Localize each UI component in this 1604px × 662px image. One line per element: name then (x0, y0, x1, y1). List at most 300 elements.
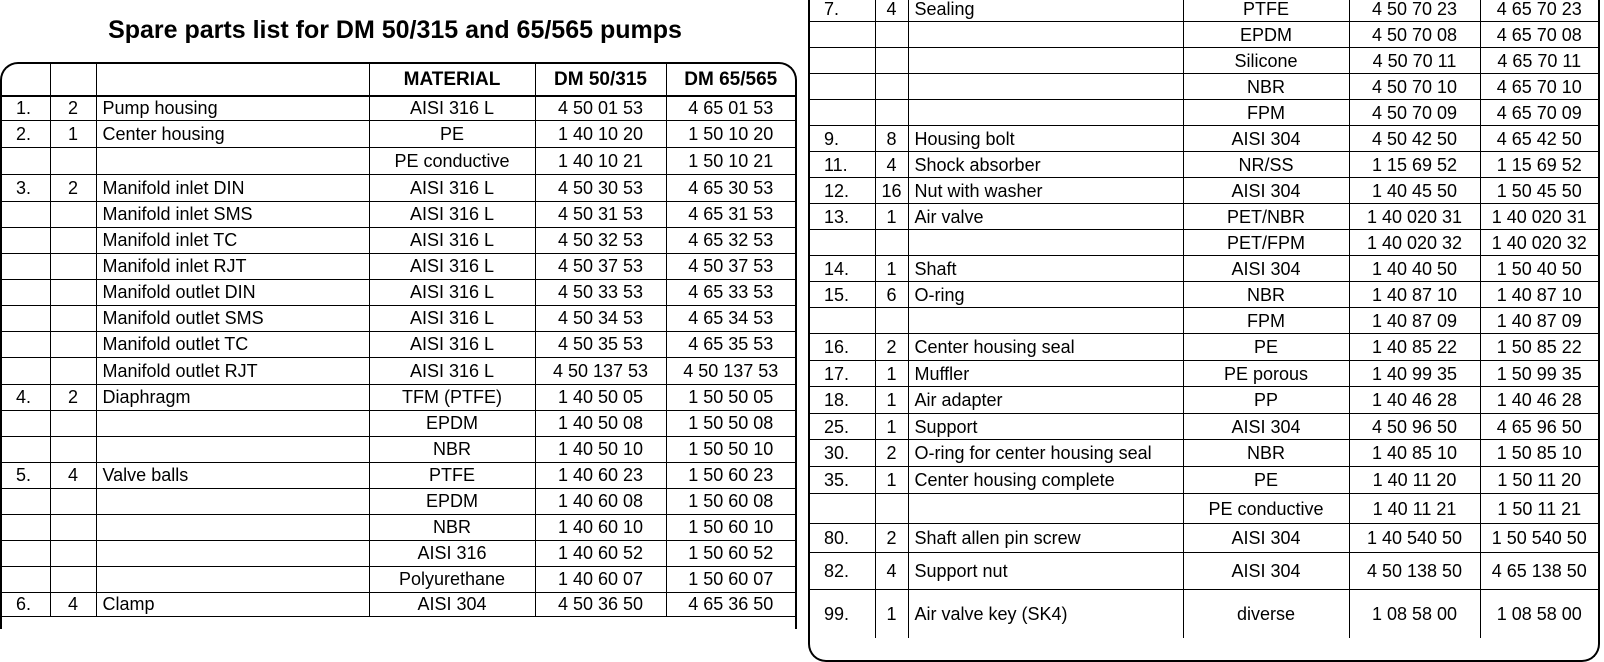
cell-dm65: 4 65 01 53 (666, 96, 795, 120)
cell-qty (50, 566, 96, 592)
table-row (2, 592, 795, 616)
spare-parts-table-right (808, 0, 1600, 662)
cell-dm65: 4 65 36 50 (666, 592, 795, 616)
cell-dm50: 4 50 31 53 (535, 201, 666, 227)
table-row (810, 282, 1598, 308)
cell-no (2, 488, 50, 514)
cell-qty: 2 (875, 524, 908, 553)
cell-desc: Sealing (908, 0, 1183, 22)
cell-desc (96, 147, 369, 174)
cell-desc (908, 230, 1183, 256)
cell-dm65: 1 50 50 10 (666, 436, 795, 462)
cell-material: NBR (369, 436, 535, 462)
cell-qty (50, 357, 96, 384)
cell-no (2, 357, 50, 384)
cell-desc: Manifold inlet SMS (96, 201, 369, 227)
cell-dm65: 4 65 70 11 (1480, 48, 1598, 74)
header-material: MATERIAL (369, 64, 535, 96)
cell-qty: 4 (875, 0, 908, 22)
table-row (2, 279, 795, 305)
cell-material: FPM (1183, 100, 1349, 126)
cell-desc: Manifold outlet DIN (96, 279, 369, 305)
cell-dm50: 1 15 69 52 (1349, 152, 1480, 178)
table-row (810, 308, 1598, 334)
cell-dm65: 4 65 138 50 (1480, 553, 1598, 590)
header-dm50: DM 50/315 (535, 64, 666, 96)
table-row (2, 462, 795, 488)
cell-desc: Air valve key (SK4) (908, 590, 1183, 638)
cell-dm50: 4 50 42 50 (1349, 126, 1480, 152)
cell-no: 15. (810, 282, 875, 308)
cell-desc: Center housing seal (908, 334, 1183, 361)
cell-no: 12. (810, 178, 875, 204)
cell-material: PE (369, 120, 535, 147)
cell-desc: Muffler (908, 361, 1183, 387)
table-row (2, 201, 795, 227)
table-row (810, 74, 1598, 100)
cell-dm65: 1 50 11 20 (1480, 467, 1598, 494)
cell-material: AISI 304 (1183, 414, 1349, 440)
table-row (810, 553, 1598, 590)
cell-dm50: 1 40 50 05 (535, 384, 666, 410)
cell-material: PET/NBR (1183, 204, 1349, 230)
cell-material: Polyurethane (369, 566, 535, 592)
cell-no: 17. (810, 361, 875, 387)
cell-no (2, 147, 50, 174)
cell-dm65: 4 65 70 23 (1480, 0, 1598, 22)
cell-desc: Air adapter (908, 387, 1183, 414)
cell-qty: 4 (50, 462, 96, 488)
table-row (2, 436, 795, 462)
cell-desc: Valve balls (96, 462, 369, 488)
cell-desc: Support nut (908, 553, 1183, 590)
cell-dm50: 1 40 10 21 (535, 147, 666, 174)
cell-dm50: 4 50 36 50 (535, 592, 666, 616)
cell-dm65: 1 40 020 32 (1480, 230, 1598, 256)
cell-qty: 6 (875, 282, 908, 308)
table-row (810, 178, 1598, 204)
cell-material: Silicone (1183, 48, 1349, 74)
cell-dm50: 1 40 020 31 (1349, 204, 1480, 230)
cell-dm65: 1 50 60 08 (666, 488, 795, 514)
cell-qty: 4 (875, 152, 908, 178)
cell-dm50: 4 50 70 10 (1349, 74, 1480, 100)
cell-dm50: 1 40 99 35 (1349, 361, 1480, 387)
cell-desc (96, 436, 369, 462)
cell-dm65: 1 50 60 52 (666, 540, 795, 566)
table-row (2, 120, 795, 147)
table-row (810, 590, 1598, 638)
cell-dm65: 1 50 10 21 (666, 147, 795, 174)
cell-dm50: 1 40 60 23 (535, 462, 666, 488)
cell-no (2, 305, 50, 331)
cell-desc: O-ring (908, 282, 1183, 308)
table-row (2, 305, 795, 331)
cell-dm50: 1 40 60 52 (535, 540, 666, 566)
cell-dm65: 4 65 96 50 (1480, 414, 1598, 440)
cell-dm65: 4 65 35 53 (666, 331, 795, 357)
cell-material: PP (1183, 387, 1349, 414)
header-qty (50, 64, 96, 96)
cell-dm50: 1 40 11 21 (1349, 494, 1480, 524)
cell-material: PE conductive (369, 147, 535, 174)
cell-qty: 2 (50, 384, 96, 410)
cell-desc: Pump housing (96, 96, 369, 120)
cell-material: EPDM (369, 410, 535, 436)
cell-desc: Shaft (908, 256, 1183, 282)
cell-dm65: 1 50 60 10 (666, 514, 795, 540)
cell-dm65: 1 50 60 23 (666, 462, 795, 488)
parts-table-right (810, 0, 1598, 638)
table-row (2, 488, 795, 514)
cell-material: PE (1183, 334, 1349, 361)
cell-dm65: 1 08 58 00 (1480, 590, 1598, 638)
cell-qty (50, 436, 96, 462)
cell-qty (50, 488, 96, 514)
cell-dm50: 1 40 85 10 (1349, 440, 1480, 467)
cell-dm65: 1 40 87 10 (1480, 282, 1598, 308)
cell-material: AISI 316 L (369, 279, 535, 305)
cell-dm50: 4 50 34 53 (535, 305, 666, 331)
cell-qty: 1 (875, 414, 908, 440)
cell-material: FPM (1183, 308, 1349, 334)
cell-dm50: 4 50 32 53 (535, 227, 666, 253)
table-row (810, 256, 1598, 282)
cell-desc: Shaft allen pin screw (908, 524, 1183, 553)
cell-material: NBR (1183, 74, 1349, 100)
cell-dm65: 1 50 60 07 (666, 566, 795, 592)
cell-desc (908, 74, 1183, 100)
cell-qty: 2 (50, 174, 96, 201)
cell-qty (875, 308, 908, 334)
cell-material: EPDM (1183, 22, 1349, 48)
cell-material: AISI 316 L (369, 253, 535, 279)
cell-dm65: 4 65 70 09 (1480, 100, 1598, 126)
cell-no: 3. (2, 174, 50, 201)
cell-dm50: 1 40 50 10 (535, 436, 666, 462)
cell-qty: 16 (875, 178, 908, 204)
cell-material: NR/SS (1183, 152, 1349, 178)
cell-dm65: 1 50 45 50 (1480, 178, 1598, 204)
cell-material: PET/FPM (1183, 230, 1349, 256)
table-row (2, 147, 795, 174)
cell-desc: Manifold outlet SMS (96, 305, 369, 331)
cell-desc: Nut with washer (908, 178, 1183, 204)
cell-material: AISI 316 L (369, 96, 535, 120)
cell-qty (50, 305, 96, 331)
cell-material: PE conductive (1183, 494, 1349, 524)
cell-no (2, 227, 50, 253)
cell-desc (96, 488, 369, 514)
header-description (96, 64, 369, 96)
cell-desc (908, 100, 1183, 126)
table-row (810, 494, 1598, 524)
cell-dm65: 4 65 33 53 (666, 279, 795, 305)
table-row (2, 566, 795, 592)
table-row (2, 253, 795, 279)
cell-material: diverse (1183, 590, 1349, 638)
cell-dm65: 1 40 46 28 (1480, 387, 1598, 414)
cell-no: 13. (810, 204, 875, 230)
table-row (810, 334, 1598, 361)
cell-dm50: 4 50 70 08 (1349, 22, 1480, 48)
cell-qty (50, 227, 96, 253)
cell-desc: Diaphragm (96, 384, 369, 410)
cell-desc: Air valve (908, 204, 1183, 230)
cell-no: 80. (810, 524, 875, 553)
table-row (810, 230, 1598, 256)
cell-qty: 8 (875, 126, 908, 152)
cell-desc: Center housing (96, 120, 369, 147)
cell-desc: Shock absorber (908, 152, 1183, 178)
cell-no: 82. (810, 553, 875, 590)
cell-dm50: 1 40 87 09 (1349, 308, 1480, 334)
cell-dm50: 1 40 540 50 (1349, 524, 1480, 553)
cell-dm50: 4 50 96 50 (1349, 414, 1480, 440)
cell-dm65: 1 50 40 50 (1480, 256, 1598, 282)
cell-dm65: 1 50 11 21 (1480, 494, 1598, 524)
cell-material: AISI 316 L (369, 305, 535, 331)
cell-qty (875, 48, 908, 74)
cell-dm50: 1 40 10 20 (535, 120, 666, 147)
cell-dm65: 4 50 37 53 (666, 253, 795, 279)
cell-dm50: 1 40 60 07 (535, 566, 666, 592)
cell-qty: 2 (50, 96, 96, 120)
cell-desc: Support (908, 414, 1183, 440)
cell-dm65: 4 65 32 53 (666, 227, 795, 253)
cell-desc: O-ring for center housing seal (908, 440, 1183, 467)
cell-material: NBR (1183, 440, 1349, 467)
cell-dm65: 1 50 10 20 (666, 120, 795, 147)
cell-qty (875, 74, 908, 100)
cell-no: 14. (810, 256, 875, 282)
cell-dm50: 4 50 30 53 (535, 174, 666, 201)
cell-no (2, 540, 50, 566)
cell-no: 18. (810, 387, 875, 414)
cell-no (2, 331, 50, 357)
header-dm65: DM 65/565 (666, 64, 795, 96)
cell-no (810, 494, 875, 524)
page-title: Spare parts list for DM 50/315 and 65/565 pumps (108, 16, 682, 44)
cell-dm50: 4 50 138 50 (1349, 553, 1480, 590)
cell-qty: 1 (875, 361, 908, 387)
cell-material: AISI 316 L (369, 201, 535, 227)
cell-dm50: 4 50 70 11 (1349, 48, 1480, 74)
cell-dm50: 4 50 01 53 (535, 96, 666, 120)
cell-qty (875, 494, 908, 524)
cell-dm65: 1 15 69 52 (1480, 152, 1598, 178)
cell-dm65: 1 50 85 22 (1480, 334, 1598, 361)
cell-qty: 4 (50, 592, 96, 616)
cell-desc (96, 410, 369, 436)
cell-no (2, 436, 50, 462)
cell-no (810, 308, 875, 334)
cell-material: AISI 304 (1183, 256, 1349, 282)
cell-qty (50, 514, 96, 540)
table-row (2, 227, 795, 253)
cell-dm65: 1 50 50 05 (666, 384, 795, 410)
cell-no (2, 514, 50, 540)
table-row (810, 22, 1598, 48)
cell-desc (96, 566, 369, 592)
cell-dm65: 1 50 85 10 (1480, 440, 1598, 467)
cell-qty: 1 (875, 590, 908, 638)
cell-material: AISI 304 (1183, 178, 1349, 204)
cell-qty (50, 331, 96, 357)
cell-no (2, 253, 50, 279)
table-row (810, 524, 1598, 553)
cell-no: 99. (810, 590, 875, 638)
cell-desc (908, 494, 1183, 524)
cell-desc (96, 514, 369, 540)
cell-desc: Manifold inlet RJT (96, 253, 369, 279)
table-row (2, 174, 795, 201)
table-row (810, 440, 1598, 467)
cell-dm65: 4 50 137 53 (666, 357, 795, 384)
cell-material: AISI 316 L (369, 174, 535, 201)
cell-no (810, 48, 875, 74)
cell-material: AISI 304 (1183, 524, 1349, 553)
cell-dm65: 4 65 70 10 (1480, 74, 1598, 100)
cell-qty (50, 540, 96, 566)
cell-no: 1. (2, 96, 50, 120)
parts-table-left (2, 64, 795, 617)
cell-dm65: 1 40 020 31 (1480, 204, 1598, 230)
cell-dm65: 4 65 70 08 (1480, 22, 1598, 48)
cell-dm50: 1 08 58 00 (1349, 590, 1480, 638)
cell-dm50: 1 40 50 08 (535, 410, 666, 436)
table-row (810, 361, 1598, 387)
cell-desc (908, 22, 1183, 48)
cell-no: 25. (810, 414, 875, 440)
table-row (2, 331, 795, 357)
cell-qty (875, 230, 908, 256)
cell-material: PE (1183, 467, 1349, 494)
table-row (2, 410, 795, 436)
cell-desc: Manifold outlet RJT (96, 357, 369, 384)
cell-dm50: 4 50 70 23 (1349, 0, 1480, 22)
table-row (2, 540, 795, 566)
cell-qty: 2 (875, 334, 908, 361)
table-row (2, 357, 795, 384)
cell-qty (50, 253, 96, 279)
cell-desc: Manifold inlet TC (96, 227, 369, 253)
cell-qty (50, 201, 96, 227)
cell-material: NBR (369, 514, 535, 540)
cell-dm65: 4 65 31 53 (666, 201, 795, 227)
table-header-row (2, 64, 795, 96)
cell-qty: 1 (875, 204, 908, 230)
cell-no: 30. (810, 440, 875, 467)
table-row (810, 387, 1598, 414)
cell-dm50: 4 50 33 53 (535, 279, 666, 305)
cell-no (2, 566, 50, 592)
cell-qty: 1 (875, 387, 908, 414)
table-row (2, 96, 795, 120)
table-row (810, 467, 1598, 494)
cell-no: 5. (2, 462, 50, 488)
cell-material: NBR (1183, 282, 1349, 308)
cell-dm50: 4 50 70 09 (1349, 100, 1480, 126)
cell-material: AISI 304 (1183, 126, 1349, 152)
cell-dm50: 1 40 45 50 (1349, 178, 1480, 204)
cell-material: AISI 304 (369, 592, 535, 616)
cell-dm65: 4 65 42 50 (1480, 126, 1598, 152)
cell-desc: Center housing complete (908, 467, 1183, 494)
cell-dm50: 1 40 85 22 (1349, 334, 1480, 361)
cell-material: AISI 304 (1183, 553, 1349, 590)
table-row (810, 152, 1598, 178)
table-row (810, 0, 1598, 22)
cell-qty (50, 279, 96, 305)
cell-dm50: 1 40 60 10 (535, 514, 666, 540)
cell-qty: 1 (50, 120, 96, 147)
cell-qty (875, 22, 908, 48)
cell-qty (875, 100, 908, 126)
cell-dm50: 1 40 60 08 (535, 488, 666, 514)
table-row (810, 48, 1598, 74)
cell-dm65: 1 40 87 09 (1480, 308, 1598, 334)
cell-material: TFM (PTFE) (369, 384, 535, 410)
cell-dm50: 1 40 40 50 (1349, 256, 1480, 282)
table-row (2, 514, 795, 540)
cell-material: AISI 316 L (369, 227, 535, 253)
table-row (810, 126, 1598, 152)
cell-qty: 1 (875, 467, 908, 494)
spare-parts-table-left (0, 62, 797, 629)
cell-dm65: 4 65 34 53 (666, 305, 795, 331)
cell-material: AISI 316 L (369, 357, 535, 384)
cell-no (810, 100, 875, 126)
cell-desc: Housing bolt (908, 126, 1183, 152)
cell-no (810, 22, 875, 48)
cell-dm65: 4 65 30 53 (666, 174, 795, 201)
cell-dm50: 1 40 020 32 (1349, 230, 1480, 256)
cell-dm50: 4 50 35 53 (535, 331, 666, 357)
cell-no (2, 279, 50, 305)
cell-material: PTFE (369, 462, 535, 488)
cell-no (2, 410, 50, 436)
cell-dm65: 1 50 99 35 (1480, 361, 1598, 387)
table-row (2, 384, 795, 410)
cell-material: EPDM (369, 488, 535, 514)
cell-no (2, 201, 50, 227)
table-row (810, 414, 1598, 440)
cell-dm50: 4 50 37 53 (535, 253, 666, 279)
cell-qty: 4 (875, 553, 908, 590)
cell-qty (50, 147, 96, 174)
cell-material: AISI 316 (369, 540, 535, 566)
cell-dm50: 4 50 137 53 (535, 357, 666, 384)
cell-qty: 1 (875, 256, 908, 282)
cell-no (810, 230, 875, 256)
cell-dm50: 1 40 11 20 (1349, 467, 1480, 494)
cell-material: AISI 316 L (369, 331, 535, 357)
cell-desc: Clamp (96, 592, 369, 616)
cell-no: 11. (810, 152, 875, 178)
cell-dm65: 1 50 50 08 (666, 410, 795, 436)
cell-dm50: 1 40 46 28 (1349, 387, 1480, 414)
cell-desc (908, 48, 1183, 74)
header-no (2, 64, 50, 96)
cell-no: 9. (810, 126, 875, 152)
cell-material: PTFE (1183, 0, 1349, 22)
table-row (810, 204, 1598, 230)
cell-desc: Manifold inlet DIN (96, 174, 369, 201)
cell-no: 4. (2, 384, 50, 410)
cell-no: 16. (810, 334, 875, 361)
cell-no: 6. (2, 592, 50, 616)
